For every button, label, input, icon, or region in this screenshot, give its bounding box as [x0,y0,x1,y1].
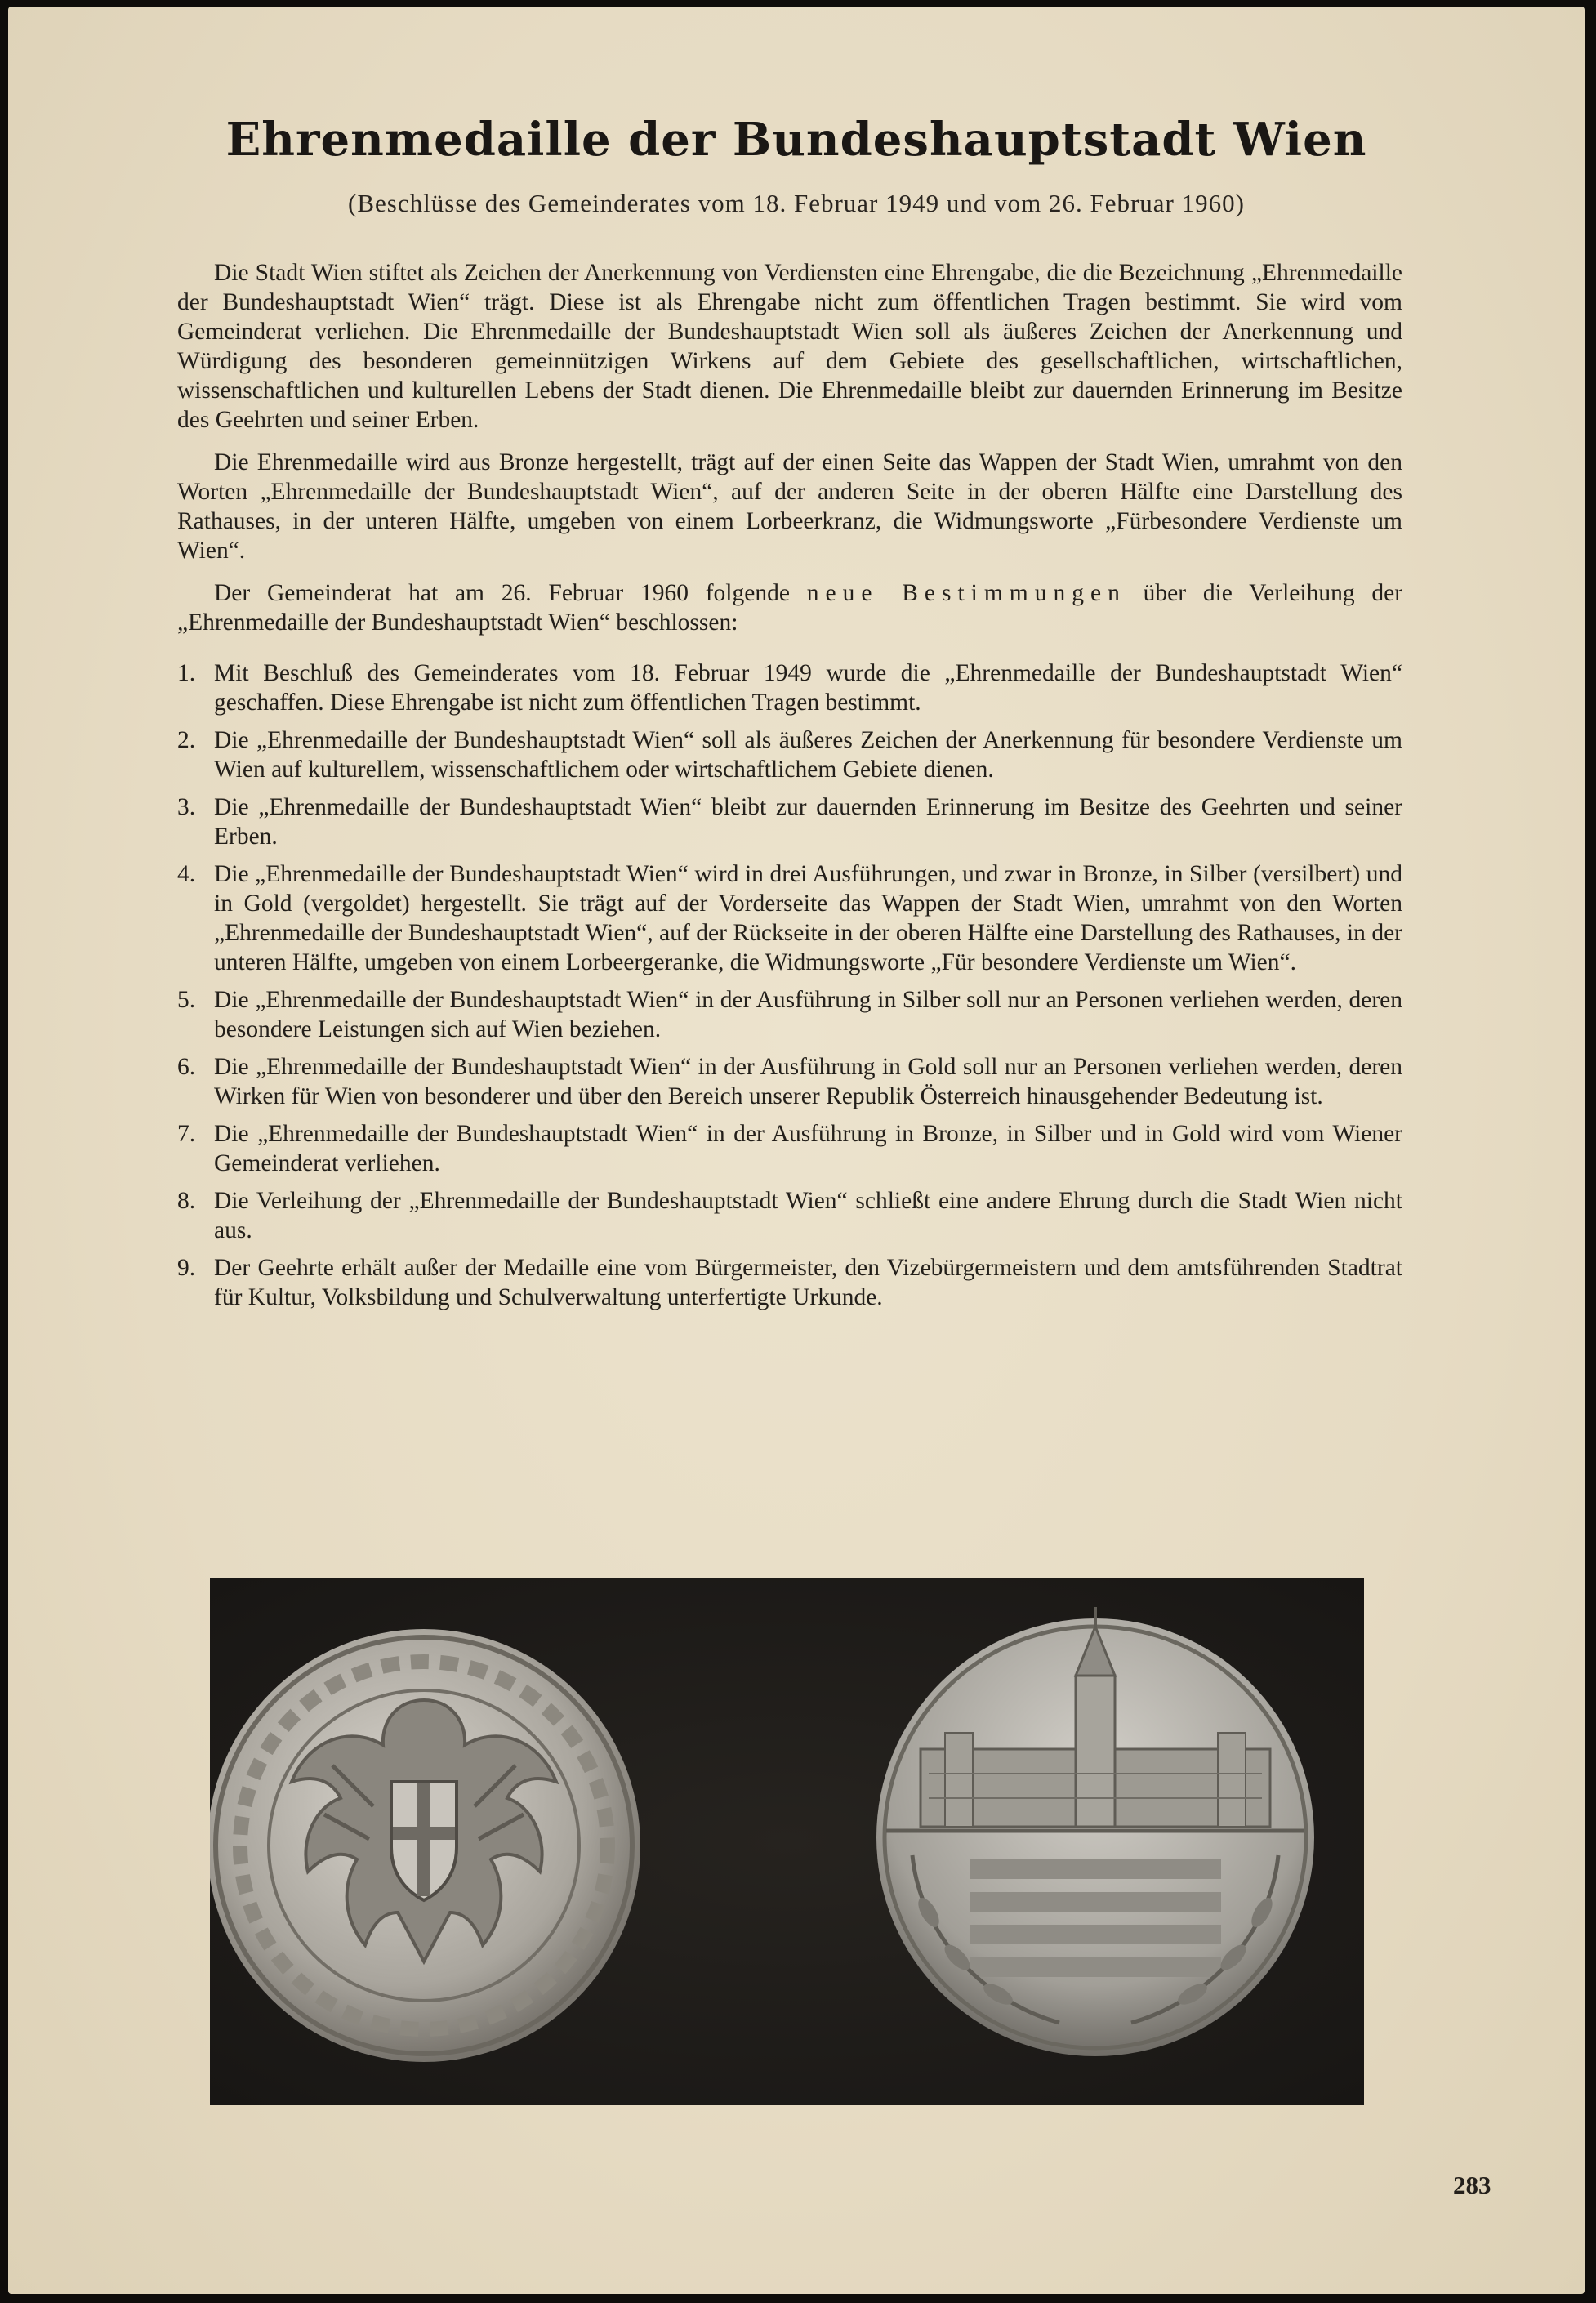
document-page [8,7,1585,2294]
intro-emphasis: neue Bestimmungen [806,580,1126,606]
list-item [177,859,1402,977]
medal-reverse [876,1607,1314,2056]
list-item [177,1186,1402,1245]
body-text [177,258,1402,1320]
list-item-number: 3. [177,794,196,820]
list-item-text: Die „Ehrenmedaille der Bundeshauptstadt Wien“ in der Ausführung in Bronze, in Silber und in Gold wird vom Wiener Gemeinderat verliehen. [214,1121,1402,1176]
page-subtitle: (Beschlüsse des Gemeinderates vom 18. Februar 1949 und vom 26. Februar 1960) [348,189,1245,217]
list-item-text: Die „Ehrenmedaille der Bundeshauptstadt Wien“ wird in drei Ausführungen, und zwar in Bronze, in Silber (versilbert) und in Gold (vergoldet) hergestellt. Sie trägt auf der Vorderseite das Wappen der Stadt Wien, umrahmt von den Worten „Ehrenmedaille der Bundeshauptstadt Wien“, auf der Rückseite in der oberen Hälfte eine Darstellung des Rathauses, in der unteren Hälfte, umgeben von einem Lorbeergeranke, die Widmungsworte „Für besondere Verdienste um Wien“. [214,861,1402,975]
list-item-text: Die „Ehrenmedaille der Bundeshauptstadt Wien“ bleibt zur dauernden Erinnerung im Besitze des Geehrten und seiner Erben. [214,794,1402,850]
list-item [177,725,1402,784]
list-item [177,1052,1402,1111]
list-item-text: Die Verleihung der „Ehrenmedaille der Bundeshauptstadt Wien“ schließt eine andere Ehrung durch die Stadt Wien nicht aus. [214,1188,1402,1243]
intro-text: über die Verleihung der „Ehrenmedaille der Bundeshauptstadt Wien“ beschlossen: [177,580,1403,636]
list-item-text: Die „Ehrenmedaille der Bundeshauptstadt Wien“ in der Ausführung in Gold soll nur an Personen verliehen werden, deren Wirken für Wien von besonderer und über den Bereich unserer Republik Österreich hinausgehender Bedeutung ist. [214,1054,1402,1109]
list-item-number: 1. [177,660,196,686]
list-item-text: Mit Beschluß des Gemeinderates vom 18. Februar 1949 wurde die „Ehrenmedaille der Bundeshauptstadt Wien“ geschaffen. Diese Ehrengabe ist nicht zum öffentlichen Tragen bestimmt. [214,660,1402,716]
shield-icon [391,1782,457,1900]
list-item-number: 6. [177,1054,196,1080]
list-item-number: 2. [177,727,196,753]
list-item-number: 9. [177,1255,196,1281]
medal-obverse [210,1629,640,2062]
medal-illustration [210,1578,1364,2105]
intro-paragraph [177,578,1402,637]
list-item-number: 4. [177,861,196,887]
list-item [177,985,1402,1044]
paragraph: Die Stadt Wien stiftet als Zeichen der Anerkennung von Verdiensten eine Ehrengabe, die die Bezeichnung „Ehrenmedaille der Bundeshauptstadt Wien“ trägt. Diese ist als Ehrengabe nicht zum öffentlichen Tragen bestimmt. Sie wird vom Gemeinderat verliehen. Die Ehrenmedaille der Bundeshauptstadt Wien soll als äußeres Zeichen der Anerkennung und Würdigung des besonderen gemeinnützigen Wirkens auf dem Gebiete des gesellschaftlichen, wirtschaftlichen, wissenschaftlichen und kulturellen Lebens der Stadt dienen. Die Ehrenmedaille bleibt zur dauernden Erinnerung im Besitze des Geehrten und seiner Erben. [177,260,1402,433]
list-item [177,658,1402,717]
paragraph: Die Ehrenmedaille wird aus Bronze hergestellt, trägt auf der einen Seite das Wappen der Stadt Wien, umrahmt von den Worten „Ehrenmedaille der Bundeshauptstadt Wien“, auf der anderen Seite in der oberen Hälfte eine Darstellung des Rathauses, in der unteren Hälfte, umgeben von einem Lorbeerkranz, die Widmungsworte „Fürbesondere Verdienste um Wien“. [177,449,1402,564]
list-item [177,1253,1402,1312]
list-item-number: 7. [177,1121,196,1147]
list-item-text: Der Geehrte erhält außer der Medaille eine vom Bürgermeister, den Vizebürgermeistern und dem amtsführenden Stadtrat für Kultur, Volksbildung und Schulverwaltung unterfertigte Urkunde. [214,1255,1402,1310]
list-item [177,792,1402,851]
provisions-list [177,658,1402,1312]
list-item-text: Die „Ehrenmedaille der Bundeshauptstadt Wien“ in der Ausführung in Silber soll nur an Personen verliehen werden, deren besondere Leistungen sich auf Wien beziehen. [214,987,1402,1042]
intro-text: Der Gemeinderat hat am 26. Februar 1960 folgende [214,580,790,606]
list-item [177,1119,1402,1178]
medal-photograph [210,1578,1364,2105]
page-number: 283 [1453,2171,1491,2199]
list-item-text: Die „Ehrenmedaille der Bundeshauptstadt Wien“ soll als äußeres Zeichen der Anerkennung für besondere Verdienste um Wien auf kulturellem, wissenschaftlichem oder wirtschaftlichem Gebiete dienen. [214,727,1402,783]
list-item-number: 5. [177,987,196,1013]
list-item-number: 8. [177,1188,196,1214]
page-title: Ehrenmedaille der Bundeshauptstadt Wien [225,113,1367,167]
